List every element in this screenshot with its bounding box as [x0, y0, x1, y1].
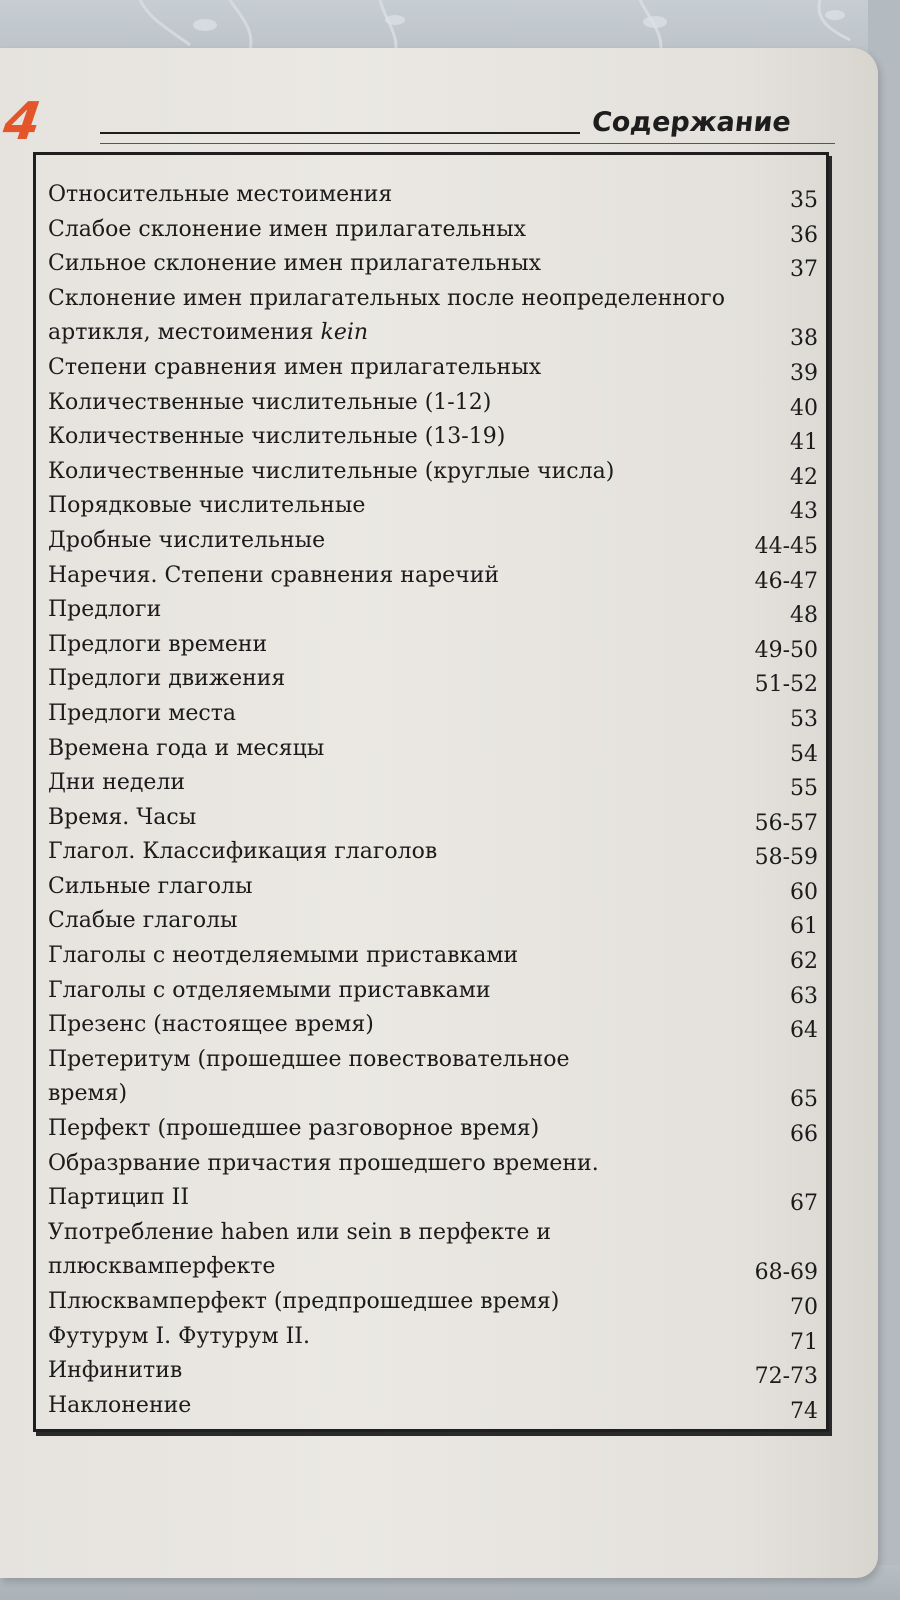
toc-entry-title-line: Слабое склонение имен прилагательных [48, 216, 527, 242]
toc-entry [48, 1354, 818, 1389]
toc-entry-title-line: Порядковые числительные [48, 493, 366, 519]
toc-entry-page: 53 [790, 706, 818, 732]
toc-entry-title-line: Склонение имен прилагательных после неопределенного [48, 285, 725, 311]
toc-entry-title-line: Наречия. Степени сравнения наречий [48, 562, 500, 588]
toc-entry-title-line: Степени сравнения имен прилагательных [48, 354, 542, 380]
toc-entry-page: 67 [790, 1191, 818, 1217]
toc-entry [48, 1147, 818, 1216]
page-title: Содержание [590, 107, 793, 138]
toc-entry-title-line: Употребление haben или sein в перфекте и [48, 1219, 551, 1245]
toc-entry-title [48, 282, 818, 351]
toc-entry-page: 39 [790, 360, 818, 386]
toc-entry-page: 71 [790, 1329, 818, 1355]
toc-entry-page: 36 [790, 222, 818, 248]
toc-entry-title-line: Количественные числительные (круглые числа) [48, 458, 615, 484]
toc-entry [48, 1389, 818, 1424]
toc-entry-title [48, 835, 818, 870]
toc-entry-title [48, 732, 818, 767]
toc-entry-title [48, 801, 818, 836]
toc-entry-title [48, 386, 818, 421]
toc-entry [48, 420, 818, 455]
toc-entry-page: 54 [790, 741, 818, 767]
toc-entry-title [48, 1285, 818, 1320]
toc-entry-title-line: Перфект (прошедшее разговорное время) [48, 1116, 540, 1142]
toc-entry-title [48, 904, 818, 939]
toc-entry-page: 46-47 [754, 568, 818, 594]
toc-entry [48, 974, 818, 1009]
toc-entry-title-line: Наклонение [48, 1392, 192, 1418]
toc-entry [48, 1008, 818, 1043]
toc-entry-title-line: Предлоги движения [48, 666, 286, 692]
toc-entry-title [48, 766, 818, 801]
toc-entry-title [48, 559, 818, 594]
toc-entry-title [48, 247, 818, 282]
toc-entry [48, 662, 818, 697]
toc-entry-page: 65 [790, 1087, 818, 1113]
page-number: 4 [0, 92, 45, 152]
toc-entry-page: 60 [790, 879, 818, 905]
toc-entry-title-line: Предлоги времени [48, 631, 268, 657]
toc-entry-title [48, 420, 818, 455]
toc-entry-title-line: время) [48, 1081, 128, 1107]
toc-entry [48, 732, 818, 767]
table-of-contents [48, 178, 818, 1423]
toc-entry-page: 55 [790, 776, 818, 802]
toc-entry-title [48, 1112, 818, 1147]
toc-entry-title [48, 351, 818, 386]
toc-entry [48, 835, 818, 870]
toc-entry-title [48, 455, 818, 490]
toc-entry-title [48, 1354, 818, 1389]
toc-entry-title-line: Количественные числительные (13-19) [48, 424, 506, 450]
toc-entry-title [48, 213, 818, 248]
toc-entry-title-line: Глаголы с отделяемыми приставками [48, 977, 491, 1003]
toc-entry-title [48, 524, 818, 559]
toc-entry-page: 63 [790, 983, 818, 1009]
toc-entry-title [48, 974, 818, 1009]
toc-entry-page: 35 [790, 188, 818, 213]
toc-entry-title-line: Инфинитив [48, 1358, 183, 1384]
toc-entry-page: 62 [790, 949, 818, 975]
toc-entry-title-line: Относительные местоимения [48, 182, 393, 207]
toc-entry [48, 351, 818, 386]
toc-entry-emphasis: kein [320, 320, 369, 346]
toc-entry [48, 247, 818, 282]
toc-entry-page: 49-50 [754, 637, 818, 663]
toc-entry [48, 1216, 818, 1285]
toc-entry [48, 282, 818, 351]
toc-entry-title-line: Глаголы с неотделяемыми приставками [48, 943, 519, 969]
toc-entry-title-line: Предлоги [48, 597, 162, 623]
toc-entry [48, 593, 818, 628]
toc-entry-title-line: Дни недели [48, 770, 186, 796]
toc-entry-title-line: Образрвание причастия прошедшего времени. [48, 1150, 599, 1176]
toc-entry-title-line: Презенс (настоящее время) [48, 1012, 374, 1038]
toc-entry-title [48, 1389, 818, 1424]
toc-entry-page: 61 [790, 914, 818, 940]
toc-entry-page: 58-59 [754, 845, 818, 871]
toc-entry-title-line: Количественные числительные (1-12) [48, 389, 492, 415]
toc-entry-page: 42 [790, 464, 818, 490]
toc-entry [48, 1320, 818, 1355]
toc-entry-title [48, 697, 818, 732]
toc-entry-title [48, 939, 818, 974]
toc-entry [48, 213, 818, 248]
toc-entry-title [48, 178, 818, 213]
toc-entry-title-line: Предлоги места [48, 700, 236, 726]
toc-entry-page: 51-52 [754, 672, 818, 698]
toc-entry [48, 766, 818, 801]
toc-entry-title-line: Слабые глаголы [48, 908, 238, 934]
toc-entry-title-line: Дробные числительные [48, 527, 326, 553]
toc-entry [48, 870, 818, 905]
toc-entry [48, 904, 818, 939]
toc-entry-title-line: Плюсквамперфект (предпрошедшее время) [48, 1289, 560, 1314]
toc-entry-page: 56-57 [754, 810, 818, 836]
toc-entry-title-line: Сильное склонение имен прилагательных [48, 251, 542, 277]
toc-entry-page: 72-73 [754, 1364, 818, 1390]
toc-entry-title-line: артикля, местоимения kein [48, 320, 369, 346]
toc-entry [48, 559, 818, 594]
toc-entry-page: 43 [790, 499, 818, 525]
toc-entry-page: 66 [790, 1122, 818, 1148]
toc-entry-title-line: Сильные глаголы [48, 873, 253, 899]
toc-entry-page: 70 [790, 1295, 818, 1320]
toc-entry-title [48, 628, 818, 663]
toc-entry-page: 40 [790, 395, 818, 421]
header-rule-thin [100, 143, 835, 144]
toc-entry-page: 44-45 [754, 533, 818, 559]
toc-entry [48, 1112, 818, 1147]
toc-entry [48, 178, 818, 213]
toc-entry-page: 64 [790, 1018, 818, 1044]
toc-entry-title [48, 1008, 818, 1043]
toc-entry-title-line: Претеритум (прошедшее повествовательное [48, 1046, 570, 1072]
toc-entry [48, 489, 818, 524]
toc-entry-title [48, 1216, 818, 1285]
toc-entry [48, 628, 818, 663]
toc-entry [48, 939, 818, 974]
toc-entry-title-line: Времена года и месяцы [48, 735, 325, 761]
toc-entry-title [48, 1320, 818, 1355]
toc-entry-title [48, 593, 818, 628]
toc-entry [48, 1285, 818, 1320]
toc-entry-page: 38 [790, 326, 818, 352]
toc-entry [48, 386, 818, 421]
toc-entry [48, 455, 818, 490]
toc-entry-page: 74 [790, 1398, 818, 1424]
toc-entry-title-line: Партицип II [48, 1185, 190, 1211]
toc-entry [48, 524, 818, 559]
toc-entry-title-line: Футурум I. Футурум II. [48, 1323, 310, 1349]
toc-entry-page: 68-69 [754, 1260, 818, 1286]
toc-entry [48, 697, 818, 732]
toc-entry-title-line: плюсквамперфекте [48, 1254, 276, 1280]
toc-entry-title [48, 870, 818, 905]
header-rule [100, 132, 580, 134]
toc-entry-title [48, 1147, 818, 1216]
toc-entry-title [48, 662, 818, 697]
toc-entry-title-line: Время. Часы [48, 804, 197, 830]
toc-entry-title [48, 1043, 818, 1112]
toc-entry [48, 801, 818, 836]
toc-entry-page: 48 [790, 603, 818, 629]
toc-entry-title [48, 489, 818, 524]
toc-entry-page: 37 [790, 257, 818, 283]
toc-entry-title-line: Глагол. Классификация глаголов [48, 839, 438, 865]
toc-entry-page: 41 [790, 430, 818, 456]
toc-entry [48, 1043, 818, 1112]
